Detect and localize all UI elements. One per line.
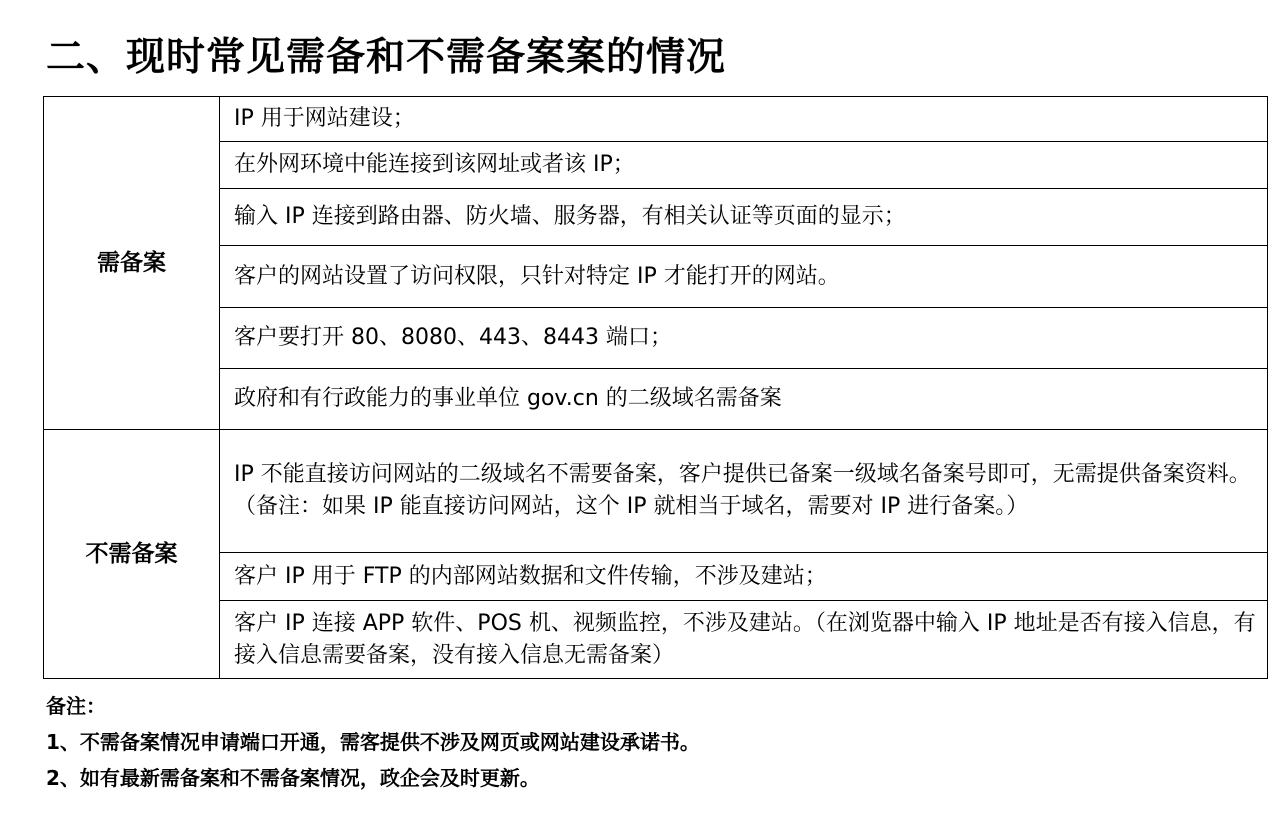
required-case-3: 输入 IP 连接到路由器、防火墙、服务器，有相关认证等页面的显示； xyxy=(220,189,1268,246)
table-row xyxy=(44,97,1268,142)
table-row xyxy=(44,189,1268,246)
table-row xyxy=(44,553,1268,601)
table-row xyxy=(44,308,1268,369)
category-required-label: 需备案 xyxy=(44,97,220,430)
notes-section xyxy=(46,688,700,796)
not-required-case-1: IP 不能直接访问网站的二级域名不需要备案，客户提供已备案一级域名备案号即可，无需提供备案资料。（备注：如果 IP 能直接访问网站，这个 IP 就相当于域名，需要对 IP 进行备案。） xyxy=(220,430,1268,553)
note-item-2: 2、如有最新需备案和不需备案情况，政企会及时更新。 xyxy=(46,766,540,790)
not-required-case-3: 客户 IP 连接 APP 软件、POS 机、视频监控，不涉及建站。（在浏览器中输入 IP 地址是否有接入信息，有接入信息需要备案，没有接入信息无需备案） xyxy=(220,601,1268,679)
required-case-5: 客户要打开 80、8080、443、8443 端口； xyxy=(220,308,1268,369)
page-title: 二、现时常见需备和不需备案案的情况 xyxy=(46,35,727,80)
table-row xyxy=(44,246,1268,308)
table-row xyxy=(44,601,1268,679)
required-case-4: 客户的网站设置了访问权限，只针对特定 IP 才能打开的网站。 xyxy=(220,246,1268,308)
required-case-1: IP 用于网站建设； xyxy=(220,97,1268,142)
notes-title: 备注： xyxy=(46,694,106,718)
required-case-6: 政府和有行政能力的事业单位 gov.cn 的二级域名需备案 xyxy=(220,369,1268,430)
note-item-1: 1、不需备案情况申请端口开通，需客提供不涉及网页或网站建设承诺书。 xyxy=(46,730,700,754)
table-row xyxy=(44,369,1268,430)
table-row xyxy=(44,430,1268,553)
category-not-required-label: 不需备案 xyxy=(44,430,220,679)
required-case-2: 在外网环境中能连接到该网址或者该 IP； xyxy=(220,142,1268,189)
table-row xyxy=(44,142,1268,189)
not-required-case-2: 客户 IP 用于 FTP 的内部网站数据和文件传输，不涉及建站； xyxy=(220,553,1268,601)
filing-requirements-table xyxy=(43,96,1268,679)
